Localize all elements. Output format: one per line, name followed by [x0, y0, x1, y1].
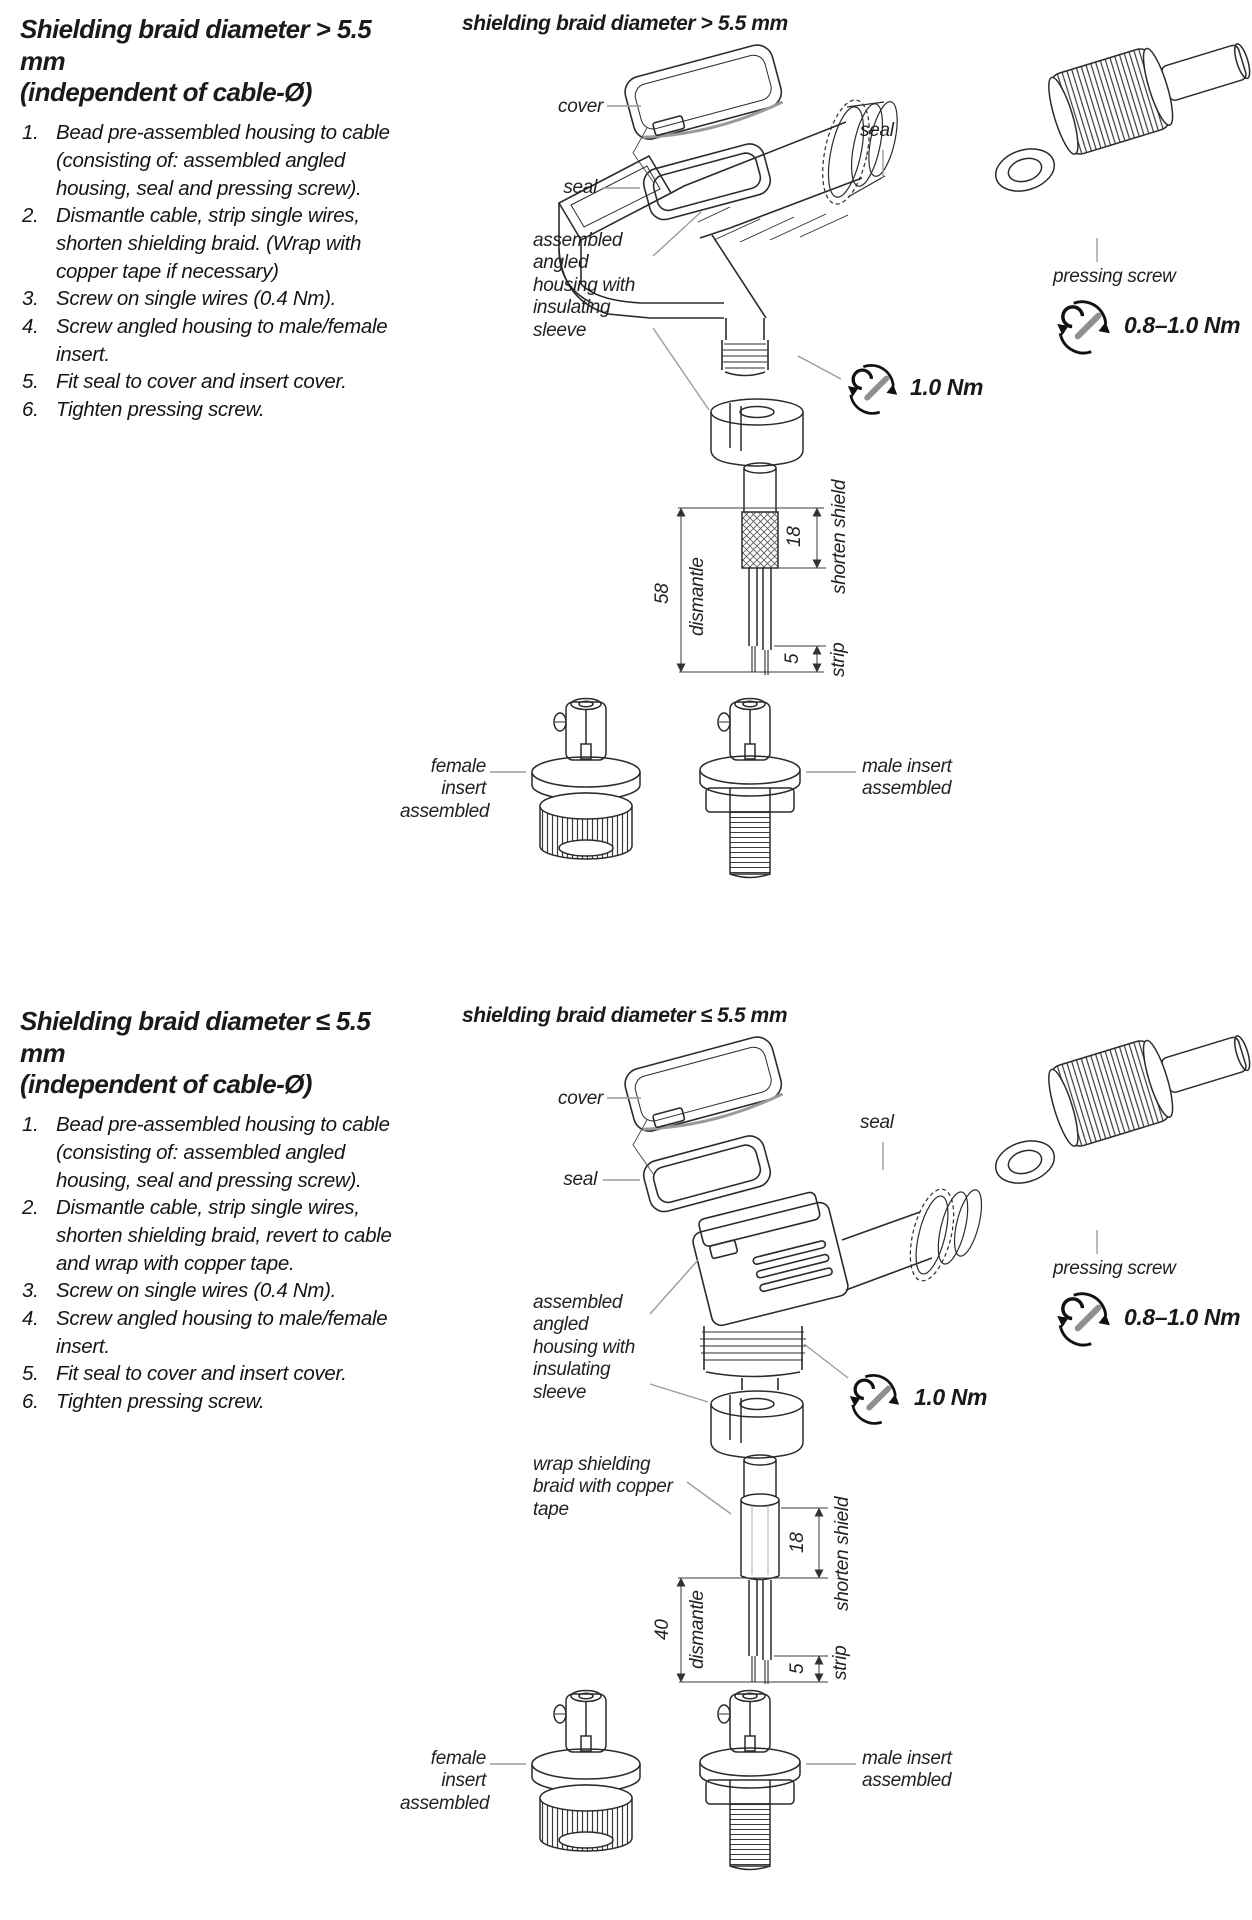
torque-value-pressing: 0.8–1.0 Nm	[1124, 1304, 1241, 1330]
seal-label: seal	[563, 177, 597, 198]
torque-value-pressing: 0.8–1.0 Nm	[1124, 312, 1241, 338]
instruction-step	[20, 285, 402, 313]
step-text: Bead pre-assembled housing to cable (consisting of: assembled angled housing, seal and pressing screw).	[56, 121, 390, 200]
heading-line1: Shielding braid diameter ≤ 5.5 mm	[20, 1006, 371, 1068]
step-number: 4.	[22, 314, 39, 338]
step-text: Screw on single wires (0.4 Nm).	[56, 1279, 337, 1303]
instruction-step	[20, 313, 402, 368]
cable-seal-label: seal	[860, 1112, 894, 1133]
instructions-top	[20, 14, 402, 424]
instruction-step	[20, 1305, 402, 1360]
heading-line2: (independent of cable-Ø)	[20, 77, 312, 108]
cover-label: cover	[558, 96, 603, 117]
instruction-step	[20, 368, 402, 396]
instruction-step	[20, 1277, 402, 1305]
step-text: Tighten pressing screw.	[56, 397, 265, 421]
section-heading	[20, 14, 402, 109]
dim-shield-label: shorten shield	[832, 1496, 853, 1612]
step-text: Screw angled housing to male/female insert.	[56, 314, 388, 366]
step-text: Screw on single wires (0.4 Nm).	[56, 287, 337, 311]
torque-wrench-icon	[1052, 296, 1114, 358]
figure-title: shielding braid diameter > 5.5 mm	[462, 12, 788, 35]
instruction-step	[20, 119, 402, 202]
step-number: 3.	[22, 287, 39, 311]
female-insert-label: female insert assembled	[400, 1748, 490, 1814]
torque-wrench-icon	[1052, 1288, 1114, 1350]
heading-line1: Shielding braid diameter > 5.5 mm	[20, 14, 372, 76]
step-text: Fit seal to cover and insert cover.	[56, 370, 347, 394]
step-number: 6.	[22, 397, 39, 421]
step-list	[20, 1111, 402, 1415]
exploded-view-drawing	[400, 992, 1252, 1920]
step-text: Fit seal to cover and insert cover.	[56, 1362, 347, 1386]
step-number: 5.	[22, 1362, 39, 1386]
female-insert-label: female insert assembled	[400, 756, 490, 822]
torque-wrench-icon	[843, 360, 901, 418]
pressing-screw-label: pressing screw	[1053, 266, 1176, 287]
dim-shield-value: 18	[784, 526, 805, 548]
cover-label: cover	[558, 1088, 603, 1109]
step-text: Tighten pressing screw.	[56, 1389, 265, 1413]
dim-dismantle-value: 58	[652, 583, 673, 605]
angled-housing-label: assembled angled housing with insulating sleeve	[533, 1292, 636, 1403]
instruction-step	[20, 1194, 402, 1277]
step-text: Bead pre-assembled housing to cable (consisting of: assembled angled housing, seal and pressing screw).	[56, 1113, 390, 1192]
dim-strip-label: strip	[830, 1645, 851, 1681]
seal-label: seal	[563, 1169, 597, 1190]
step-number: 4.	[22, 1306, 39, 1330]
step-number: 5.	[22, 370, 39, 394]
cable-seal-label: seal	[860, 120, 894, 141]
figure-le-5mm	[400, 992, 1252, 1920]
dim-strip-value: 5	[782, 653, 803, 665]
step-number: 1.	[22, 1113, 39, 1137]
pressing-screw-label: pressing screw	[1053, 1258, 1176, 1279]
heading-line2: (independent of cable-Ø)	[20, 1069, 312, 1100]
angled-housing-label: assembled angled housing with insulating sleeve	[533, 230, 636, 341]
step-text: Screw angled housing to male/female insert.	[56, 1306, 388, 1358]
step-number: 2.	[22, 1196, 39, 1220]
instructions-bottom	[20, 1006, 402, 1416]
dim-strip-label: strip	[828, 642, 849, 678]
step-text: Dismantle cable, strip single wires, shorten shielding braid. (Wrap with copper tape if necessary)	[56, 204, 362, 283]
step-number: 3.	[22, 1279, 39, 1303]
figure-title: shielding braid diameter ≤ 5.5 mm	[462, 1004, 788, 1027]
dim-shield-value: 18	[787, 1532, 808, 1554]
instruction-step	[20, 1388, 402, 1416]
male-insert-label: male insert assembled	[862, 756, 952, 800]
instruction-step	[20, 1360, 402, 1388]
dim-dismantle-label: dismantle	[687, 557, 708, 637]
step-list	[20, 119, 402, 423]
instruction-step	[20, 202, 402, 285]
step-text: Dismantle cable, strip single wires, shorten shielding braid, revert to cable and wrap with copper tape.	[56, 1196, 392, 1275]
torque-value-housing: 1.0 Nm	[910, 374, 984, 400]
figure-gt-5mm	[400, 0, 1252, 960]
dim-dismantle-value: 40	[652, 1619, 673, 1641]
wrap-copper-tape-label: wrap shielding braid with copper tape	[533, 1454, 673, 1520]
dim-dismantle-label: dismantle	[687, 1590, 708, 1670]
exploded-view-drawing	[400, 0, 1252, 930]
torque-value-housing: 1.0 Nm	[914, 1384, 988, 1410]
instruction-step	[20, 396, 402, 424]
male-insert-label: male insert assembled	[862, 1748, 952, 1792]
section-heading	[20, 1006, 402, 1101]
dim-strip-value: 5	[787, 1663, 808, 1675]
instruction-step	[20, 1111, 402, 1194]
step-number: 6.	[22, 1389, 39, 1413]
step-number: 1.	[22, 121, 39, 145]
step-number: 2.	[22, 204, 39, 228]
dim-shield-label: shorten shield	[829, 479, 850, 595]
torque-wrench-icon	[845, 1370, 903, 1428]
